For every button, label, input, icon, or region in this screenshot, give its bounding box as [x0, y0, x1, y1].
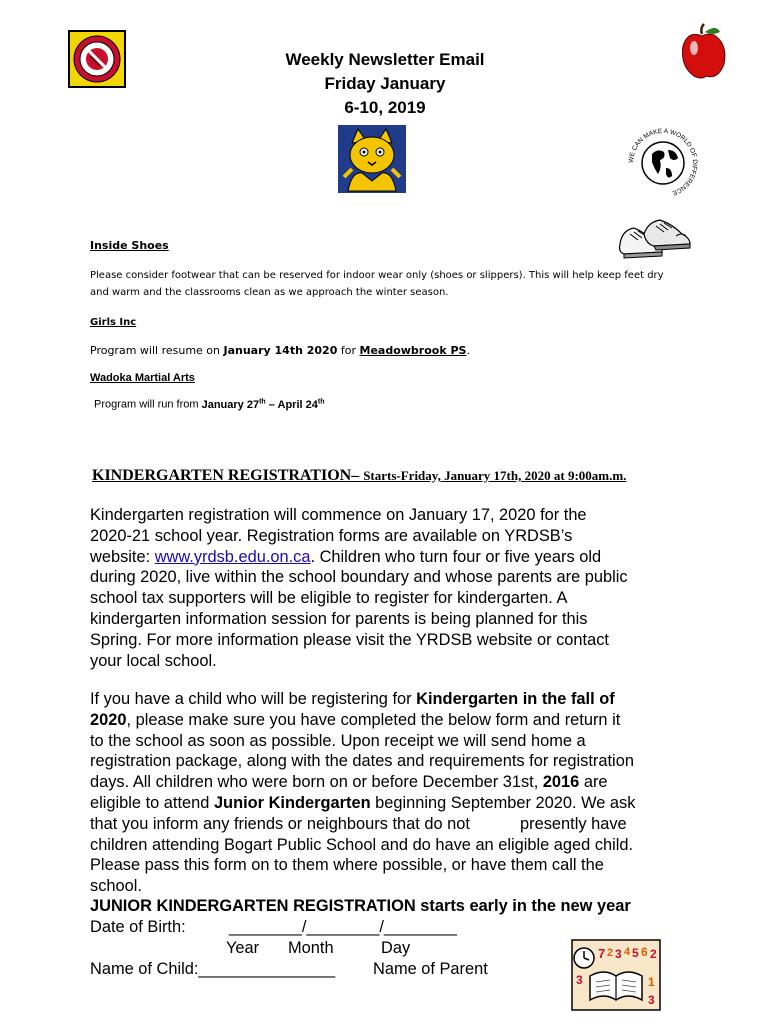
- inside-shoes-heading: Inside Shoes: [90, 239, 169, 252]
- girls-inc-heading: Girls Inc: [90, 317, 137, 328]
- dob-label: Date of Birth:: [90, 918, 186, 936]
- kg-heading-dash: –: [351, 467, 364, 484]
- p2-l6c: beginning September 2020. We ask: [370, 793, 636, 812]
- p2-l1a: If you have a child who will be registering for: [90, 690, 417, 708]
- kindergarten-paragraph-2: [90, 689, 685, 897]
- kg-heading-title: KINDERGARTEN REGISTRATION: [92, 467, 352, 484]
- p2-line-2: [90, 710, 685, 731]
- p2-l6b: Junior Kindergarten: [213, 793, 371, 812]
- p2-l6a: eligible to attend: [90, 793, 214, 812]
- dob-month-label: Month: [288, 939, 334, 957]
- svg-text:3: 3: [648, 993, 655, 1007]
- girls-inc-text-2: for: [337, 344, 360, 357]
- p2-line-5: [90, 772, 685, 793]
- kindergarten-registration-heading: [92, 467, 626, 485]
- svg-text:2: 2: [607, 947, 614, 959]
- p2-l5c: are: [579, 773, 608, 792]
- wadoka-start-sup: th: [259, 398, 266, 405]
- p2-l2a: 2020: [90, 710, 127, 729]
- p1-line-5: school tax supporters will be eligible to register for kindergarten. A: [90, 589, 568, 608]
- p1-line-2: 2020-21 school year. Registration forms are available on YRDSB’s: [90, 526, 573, 545]
- p1-line-3: [90, 547, 685, 568]
- p2-line-7: that you inform any friends or neighbours that do not presently have: [90, 814, 627, 833]
- p1-line-8: your local school.: [90, 651, 217, 670]
- p2-l5b: 2016: [542, 773, 580, 792]
- wildcat-mascot-image: [338, 125, 406, 193]
- wadoka-text: [94, 398, 324, 411]
- svg-text:3: 3: [615, 947, 622, 961]
- wadoka-dash: –: [265, 398, 278, 411]
- p1-line-3b: . Children who turn four or five years old: [310, 547, 602, 566]
- dob-year-label: Year: [226, 939, 260, 957]
- dob-field[interactable]: ________/________/________: [229, 918, 457, 936]
- p2-l1b: Kindergarten in the fall of: [416, 690, 615, 708]
- p2-line-6: [90, 793, 685, 814]
- title-line-3: 6-10, 2019: [344, 98, 426, 117]
- dob-day-label: Day: [381, 939, 411, 957]
- wadoka-start-date: January 27: [201, 398, 260, 411]
- newsletter-title: [0, 48, 770, 120]
- name-of-child-field[interactable]: Name of Child:_______________: [90, 960, 336, 978]
- p2-l5a: days. All children who were born on or before December 31st,: [90, 773, 543, 792]
- name-of-parent-label: Name of Parent: [373, 960, 488, 978]
- p2-line-8: children attending Bogart Public School and do have an eligible aged child.: [90, 835, 634, 854]
- svg-text:5: 5: [632, 946, 639, 960]
- p2-line-4: registration package, along with the dates and requirements for registration: [90, 752, 634, 771]
- svg-text:2: 2: [650, 947, 657, 961]
- svg-text:7: 7: [598, 946, 606, 961]
- kg-heading-date: Starts-Friday, January 17th, 2020 at 9:00am.m.: [363, 468, 627, 483]
- girls-inc-text: [90, 344, 470, 357]
- wadoka-end-date: April 24: [277, 398, 318, 411]
- calendar-book-clipart: [570, 938, 662, 1012]
- p1-line-3a: website:: [90, 547, 155, 566]
- wadoka-end-sup: th: [317, 398, 325, 405]
- sneakers-image: [616, 214, 694, 262]
- inside-shoes-line-2: and warm and the classrooms clean as we approach the winter season.: [90, 287, 449, 298]
- p2-line-10: school.: [90, 877, 142, 896]
- svg-text:1: 1: [648, 975, 655, 989]
- p2-line-3: to the school as soon as possible. Upon receipt we will send home a: [90, 731, 586, 750]
- girls-inc-date: January 14th 2020: [223, 344, 338, 357]
- p1-line-4: during 2020, live within the school boundary and whose parents are public: [90, 568, 628, 587]
- inside-shoes-text: [90, 267, 710, 301]
- wadoka-text-1: Program will run from: [94, 398, 202, 411]
- svg-text:6: 6: [641, 945, 648, 959]
- title-line-1: Weekly Newsletter Email: [285, 50, 485, 69]
- p2-line-9: Please pass this form on to them where possible, or have them call the: [90, 856, 604, 875]
- kindergarten-paragraph-1: [90, 505, 685, 671]
- p1-line-6: kindergarten information session for parents is being planned for this: [90, 609, 588, 628]
- svg-text:4: 4: [624, 946, 631, 958]
- girls-inc-school: Meadowbrook PS: [359, 344, 467, 357]
- world-logo-text: WE CAN MAKE A WORLD OF DIFFERENCE: [628, 128, 698, 197]
- svg-text:3: 3: [576, 973, 583, 987]
- p1-line-1: Kindergarten registration will commence on January 17, 2020 for the: [90, 506, 587, 524]
- p1-line-7: Spring. For more information please visit the YRDSB website or contact: [90, 630, 609, 649]
- inside-shoes-line-1: Please consider footwear that can be reserved for indoor wear only (shoes or slippers). This will help keep feet dry: [90, 270, 664, 281]
- girls-inc-text-1: Program will resume on: [90, 344, 224, 357]
- p2-l2b: , please make sure you have completed the below form and return it: [126, 710, 621, 729]
- girls-inc-text-3: .: [466, 344, 470, 357]
- title-line-2: Friday January: [324, 74, 446, 93]
- jk-registration-heading: JUNIOR KINDERGARTEN REGISTRATION starts early in the new year: [90, 897, 631, 915]
- world-of-difference-logo: [628, 128, 698, 198]
- yrdsb-website-link[interactable]: www.yrdsb.edu.on.ca: [154, 547, 311, 566]
- p2-line-1: [90, 689, 685, 710]
- wadoka-heading: [90, 372, 195, 384]
- wadoka-heading-text: Wadoka Martial Arts: [90, 372, 195, 384]
